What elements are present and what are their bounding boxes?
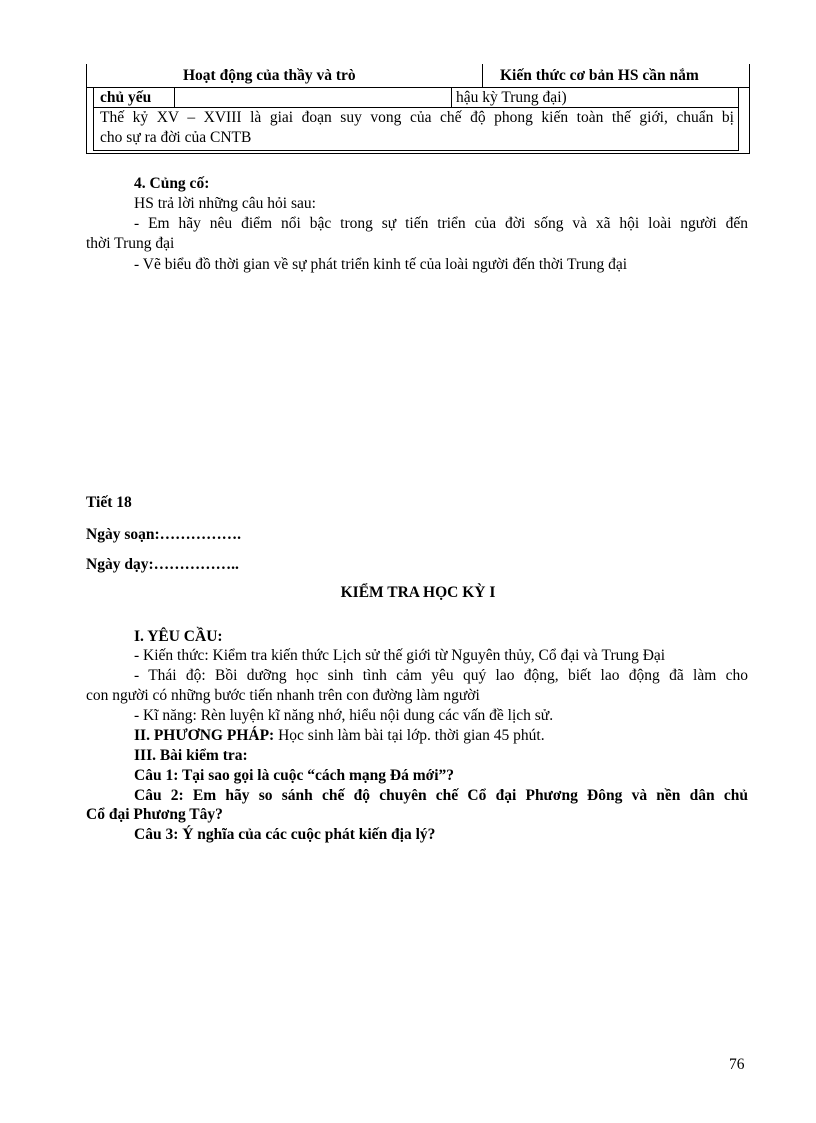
- paragraph: - Em hãy nêu điểm nổi bậc trong sự tiến triển của đời sống và xã hội loài người đến: [134, 215, 748, 232]
- lesson-teach-date: Ngày dạy:……………..: [86, 556, 239, 573]
- lesson-period: Tiết 18: [86, 494, 132, 511]
- table-header-left: Hoạt động của thầy và trò: [183, 67, 356, 84]
- method-text: Học sinh làm bài tại lớp. thời gian 45 phút.: [274, 727, 545, 744]
- method-line: [134, 727, 545, 745]
- table-inner-divider: [451, 87, 452, 107]
- paragraph: con người có những bước tiến nhanh trên con đường làm người: [86, 687, 480, 704]
- table-inner-divider: [174, 87, 175, 107]
- question: Cổ đại Phương Tây?: [86, 806, 223, 823]
- section-heading: 4. Củng cố:: [134, 175, 210, 192]
- question: Câu 2: Em hãy so sánh chế độ chuyên chế Cổ đại Phương Đông và nền dân chủ: [134, 787, 748, 804]
- paragraph: HS trả lời những câu hỏi sau:: [134, 195, 316, 212]
- section-heading: I. YÊU CẦU:: [134, 628, 223, 645]
- question: Câu 1: Tại sao gọi là cuộc “cách mạng Đá mới”?: [134, 767, 455, 784]
- page-title: KIỂM TRA HỌC KỲ I: [340, 584, 496, 601]
- table-bottom-rule: [86, 153, 750, 154]
- table-header-right: Kiến thức cơ bản HS cần nắm: [500, 67, 699, 84]
- page-number: 76: [729, 1056, 745, 1073]
- question: Câu 3: Ý nghĩa của các cuộc phát kiến địa lý?: [134, 826, 436, 843]
- table-inner-row-rule: [93, 107, 739, 108]
- section-heading: III. Bài kiểm tra:: [134, 747, 248, 764]
- table-cell: chủ yếu: [100, 89, 152, 106]
- paragraph: - Vẽ biểu đồ thời gian về sự phát triển kinh tế của loài người đến thời Trung đại: [134, 256, 628, 273]
- table-cell: Thế kỷ XV – XVIII là giai đoạn suy vong của chế độ phong kiến toàn thế giới, chuẩn bị: [100, 109, 734, 126]
- lesson-prep-date: Ngày soạn:…………….: [86, 526, 242, 543]
- paragraph: - Kĩ năng: Rèn luyện kĩ năng nhớ, hiểu nội dung các vấn đề lịch sử.: [134, 707, 554, 724]
- paragraph: thời Trung đại: [86, 235, 175, 252]
- table-cell: hậu kỳ Trung đại): [456, 89, 567, 106]
- paragraph: - Thái độ: Bồi dưỡng học sinh tình cảm yêu quý lao động, biết lao động đã làm cho: [134, 667, 748, 684]
- paragraph: - Kiến thức: Kiểm tra kiến thức Lịch sử thế giới từ Nguyên thủy, Cổ đại và Trung Đại: [134, 647, 666, 664]
- table-header-divider: [482, 64, 483, 87]
- table-cell: cho sự ra đời của CNTB: [100, 129, 252, 146]
- method-label: II. PHƯƠNG PHÁP:: [134, 727, 275, 744]
